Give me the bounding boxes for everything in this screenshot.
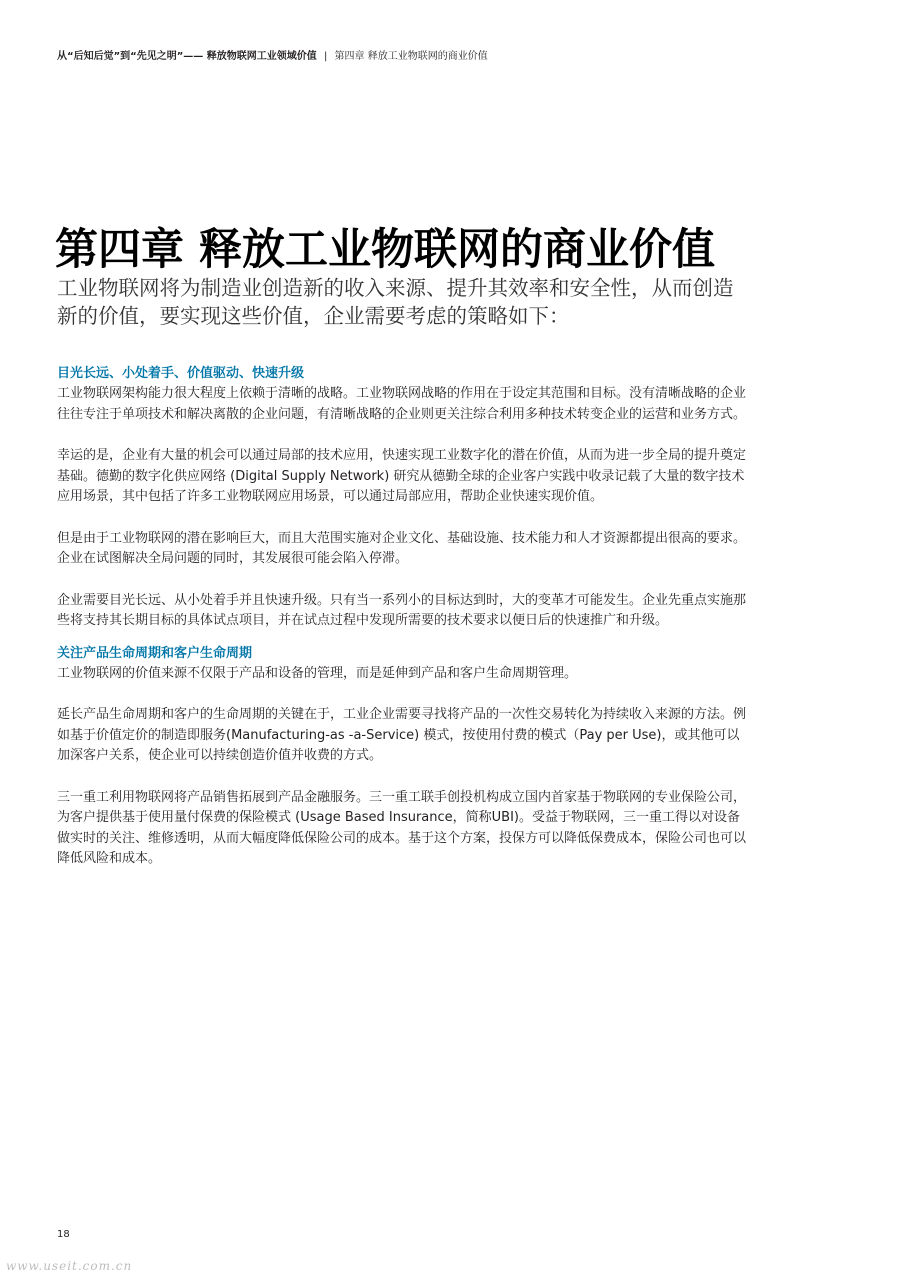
paragraph: 工业物联网架构能力很大程度上依赖于清晰的战略。工业物联网战略的作用在于设定其范围和目标。没有清晰战略的企业往往专注于单项技术和解决离散的企业问题，有清晰战略的企业则更关注综合利用多种技术转变企业的运营和业务方式。: [57, 386, 747, 422]
chapter-title: 第四章 释放工业物联网的商业价值: [55, 224, 715, 275]
paragraph: 延长产品生命周期和客户的生命周期的关键在于，工业企业需要寻找将产品的一次性交易转化为持续收入来源的方法。例如基于价值定价的制造即服务(Manufacturing-as -a-Service) 模式，按使用付费的模式（Pay per Use)，或其他可以加深客户关系，使企业可以持续创造价值并收费的方式。: [57, 707, 747, 763]
paragraph: 三一重工利用物联网将产品销售拓展到产品金融服务。三一重工联手创投机构成立国内首家基于物联网的专业保险公司，为客户提供基于使用量付保费的保险模式 (Usage Based Insurance，简称UBI)。受益于物联网，三一重工得以对设备做实时的关注、维修透明，从而大幅度降低保险公司的成本。基于这个方案，投保方可以降低保费成本，保险公司也可以降低风险和成本。: [57, 789, 747, 866]
header-series-title: 从“后知后觉”到“先见之明”—— 释放物联网工业领域价值: [57, 51, 317, 62]
paragraph: 幸运的是，企业有大量的机会可以通过局部的技术应用，快速实现工业数字化的潜在价值，从而为进一步全局的提升奠定基础。德勤的数字化供应网络 (Digital Supply Network) 研究从德勤全球的企业客户实践中收录记载了大量的数字技术应用场景，其中包括了许多工业物联网应用场景，可以通过局部应用，帮助企业快速实现价值。: [57, 448, 747, 504]
header-separator: |: [323, 51, 328, 62]
chapter-body: [57, 364, 747, 870]
paragraph: 企业需要目光长远、从小处着手并且快速升级。只有当一系列小的目标达到时，大的变革才可能发生。企业先重点实施那些将支持其长期目标的具体试点项目，并在试点过程中发现所需要的技术要求以便日后的快速推广和升级。: [57, 592, 747, 628]
paragraph: 但是由于工业物联网的潜在影响巨大，而且大范围实施对企业文化、基础设施、技术能力和人才资源都提出很高的要求。企业在试图解决全局问题的同时，其发展很可能会陷入停滞。: [57, 530, 747, 566]
header-chapter-title: 第四章 释放工业物联网的商业价值: [334, 51, 488, 62]
page-number: 18: [57, 1229, 70, 1240]
chapter-intro: 工业物联网将为制造业创造新的收入来源、提升其效率和安全性，从而创造新的价值，要实现这些价值，企业需要考虑的策略如下：: [57, 276, 734, 328]
section-heading-strategy: 目光长远、小处着手、价值驱动、快速升级: [57, 366, 305, 381]
section-heading-lifecycle: 关注产品生命周期和客户生命周期: [57, 645, 253, 661]
running-header: [57, 50, 857, 64]
watermark: www.useit.com.cn: [6, 1259, 133, 1273]
paragraph: 工业物联网的价值来源不仅限于产品和设备的管理，而是延伸到产品和客户生命周期管理。: [57, 665, 578, 681]
